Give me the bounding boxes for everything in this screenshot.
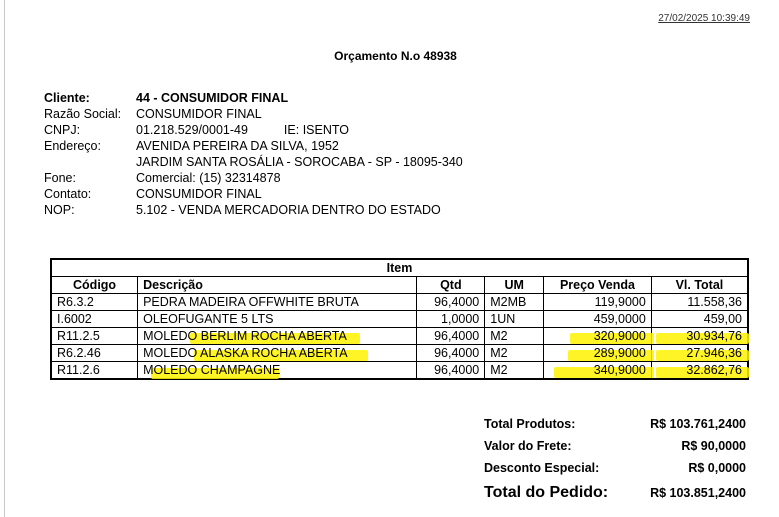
col-header-preco: Preço Venda — [544, 277, 652, 294]
cell-qtd: 96,4000 — [417, 294, 485, 311]
cell-qtd: 1,0000 — [417, 311, 485, 328]
razao-row — [44, 106, 463, 122]
endereco-row-2 — [44, 154, 463, 170]
total-pedido-value: R$ 103.851,2400 — [650, 486, 746, 500]
cell-um: 1UN — [485, 311, 544, 328]
table-row — [51, 328, 748, 345]
total-produtos-label: Total Produtos: — [484, 417, 576, 431]
table-row — [51, 311, 748, 328]
cell-qtd: 96,4000 — [417, 362, 485, 380]
cell-descricao: MOLEDO BERLIM ROCHA ABERTA — [138, 328, 417, 345]
cell-total: 11.558,36 — [651, 294, 748, 311]
cell-um: M2 — [485, 328, 544, 345]
nop-value: 5.102 - VENDA MERCADORIA DENTRO DO ESTADO — [136, 203, 441, 217]
cell-preco: 119,9000 — [544, 294, 652, 311]
fone-label: Fone: — [44, 171, 76, 185]
cell-preco: 459,0000 — [544, 311, 652, 328]
print-timestamp: 27/02/2025 10:39:49 — [658, 13, 750, 24]
cell-descricao: PEDRA MADEIRA OFFWHITE BRUTA — [138, 294, 417, 311]
client-row — [44, 90, 463, 106]
client-label: Cliente: — [44, 91, 90, 105]
cell-codigo: R11.2.5 — [51, 328, 138, 345]
fone-value: Comercial: (15) 32314878 — [136, 171, 281, 185]
table-row — [51, 294, 748, 311]
table-row — [51, 345, 748, 362]
total-produtos-value: R$ 103.761,2400 — [650, 417, 746, 431]
page-border — [4, 0, 5, 517]
frete-label: Valor do Frete: — [484, 439, 572, 453]
razao-value: CONSUMIDOR FINAL — [136, 107, 262, 121]
table-row — [51, 362, 748, 380]
cell-qtd: 96,4000 — [417, 345, 485, 362]
cell-codigo: R11.2.6 — [51, 362, 138, 380]
items-table — [50, 258, 749, 380]
cell-um: M2 — [485, 362, 544, 380]
total-produtos-row — [484, 414, 746, 436]
col-header-descricao: Descrição — [138, 277, 417, 294]
table-header-row — [51, 277, 748, 294]
total-pedido-row — [484, 480, 746, 506]
cell-preco: 320,9000 — [544, 328, 652, 345]
endereco-row — [44, 138, 463, 154]
total-pedido-label: Total do Pedido: — [484, 484, 609, 501]
desconto-label: Desconto Especial: — [484, 461, 600, 475]
cell-total: 459,00 — [651, 311, 748, 328]
cell-descricao: MOLEDO ALASKA ROCHA ABERTA — [138, 345, 417, 362]
cell-preco: 289,9000 — [544, 345, 652, 362]
endereco-label: Endereço: — [44, 139, 101, 153]
contato-value: CONSUMIDOR FINAL — [136, 187, 262, 201]
col-header-um: UM — [485, 277, 544, 294]
cnpj-value: 01.218.529/0001-49 — [136, 123, 248, 137]
cell-um: M2 — [485, 345, 544, 362]
client-value: 44 - CONSUMIDOR FINAL — [136, 91, 289, 105]
cell-codigo: R6.2.46 — [51, 345, 138, 362]
table-group-header — [51, 259, 748, 277]
cell-total: 30.934,76 — [651, 328, 748, 345]
totals-section — [484, 414, 746, 506]
endereco-line2: JARDIM SANTA ROSÁLIA - SOROCABA - SP - 18095-340 — [136, 155, 463, 169]
cell-descricao: OLEOFUGANTE 5 LTS — [138, 311, 417, 328]
cell-total: 32.862,76 — [651, 362, 748, 380]
cnpj-row — [44, 122, 463, 138]
endereco-line1: AVENIDA PEREIRA DA SILVA, 1952 — [136, 139, 339, 153]
frete-value: R$ 90,0000 — [681, 439, 746, 453]
desconto-row — [484, 458, 746, 480]
fone-row — [44, 170, 463, 186]
document-title: Orçamento N.o 48938 — [334, 49, 457, 63]
client-info — [44, 90, 463, 218]
cell-descricao: MOLEDO CHAMPAGNE — [138, 362, 417, 380]
item-group-header: Item — [51, 259, 748, 277]
ie-label: IE: — [283, 123, 300, 137]
razao-label: Razão Social: — [44, 107, 122, 121]
col-header-total: Vl. Total — [651, 277, 748, 294]
contato-label: Contato: — [44, 187, 92, 201]
col-header-qtd: Qtd — [417, 277, 485, 294]
col-header-codigo: Código — [51, 277, 138, 294]
cnpj-label: CNPJ: — [44, 123, 81, 137]
nop-label: NOP: — [44, 203, 75, 217]
cell-preco: 340,9000 — [544, 362, 652, 380]
cell-um: M2MB — [485, 294, 544, 311]
ie-value: ISENTO — [302, 123, 350, 137]
cell-codigo: R6.3.2 — [51, 294, 138, 311]
frete-row — [484, 436, 746, 458]
contato-row — [44, 186, 463, 202]
cell-codigo: I.6002 — [51, 311, 138, 328]
cell-qtd: 96,4000 — [417, 328, 485, 345]
nop-row — [44, 202, 463, 218]
cell-total: 27.946,36 — [651, 345, 748, 362]
desconto-value: R$ 0,0000 — [688, 461, 746, 475]
